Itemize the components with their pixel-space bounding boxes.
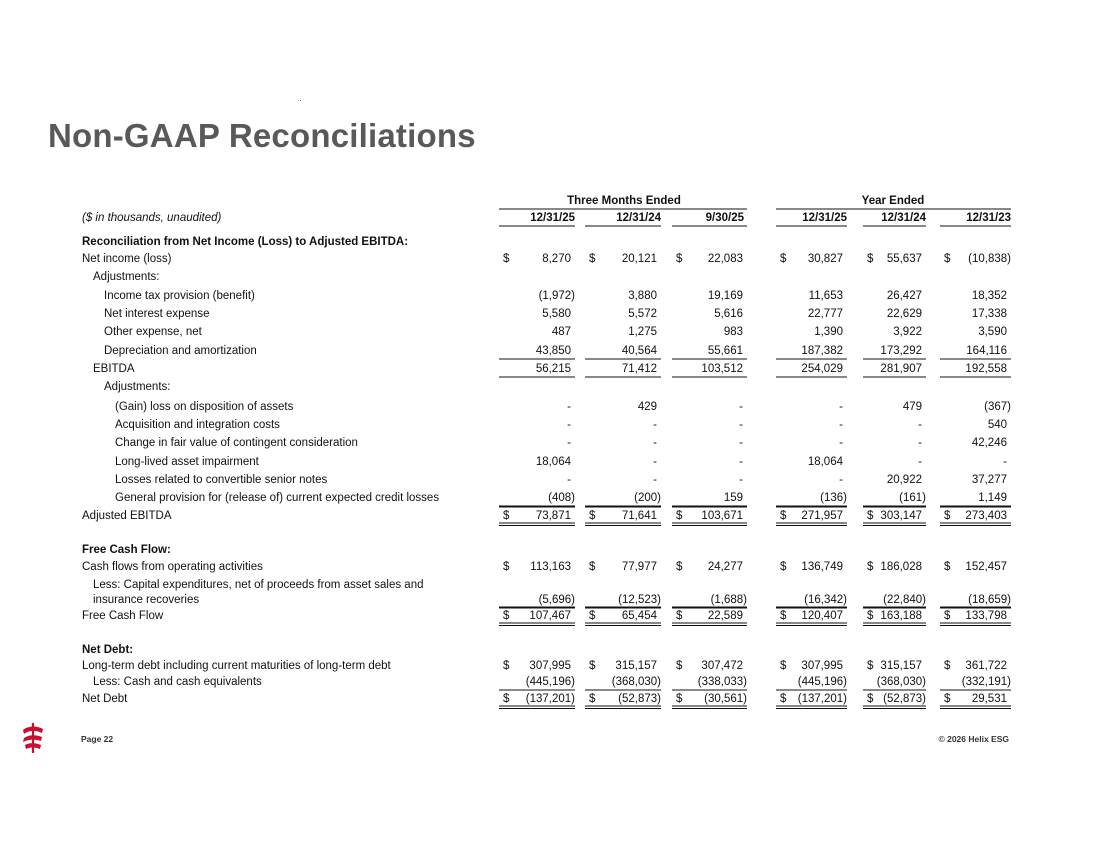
- row-value: (18,659): [968, 594, 1011, 606]
- row-value: -: [653, 456, 657, 468]
- row-label: Adjustments:: [104, 381, 171, 393]
- row-value: 55,637: [886, 253, 922, 265]
- row-value: 65,454: [621, 610, 657, 622]
- row-value: (12,523): [618, 594, 661, 606]
- row-value: 20,922: [886, 474, 922, 486]
- column-header-4: 12/31/24: [881, 212, 926, 224]
- row-value: (332,191): [961, 676, 1011, 688]
- row-value: 24,277: [707, 561, 743, 573]
- row-label: Free Cash Flow:: [82, 544, 171, 556]
- row-value: (22,840): [883, 594, 926, 606]
- currency-symbol: $: [503, 510, 510, 522]
- row-value: (1,972): [538, 290, 575, 302]
- currency-symbol: $: [503, 693, 510, 705]
- row-value: (408): [548, 492, 575, 504]
- row-value: (137,201): [525, 693, 575, 705]
- currency-symbol: $: [503, 253, 510, 265]
- row-value: 22,777: [807, 308, 843, 320]
- row-value: 17,338: [971, 308, 1007, 320]
- row-label: Less: Cash and cash equivalents: [93, 676, 262, 688]
- currency-symbol: $: [944, 561, 951, 573]
- row-value: -: [839, 401, 843, 413]
- column-header-5: 12/31/23: [966, 212, 1011, 224]
- row-label: General provision for (release of) current expected credit losses: [115, 492, 440, 504]
- row-value: 315,157: [880, 660, 922, 672]
- column-header-0: 12/31/25: [530, 212, 575, 224]
- column-header-2: 9/30/25: [705, 212, 744, 224]
- currency-symbol: $: [867, 510, 874, 522]
- row-value: 163,188: [880, 610, 922, 622]
- currency-symbol: $: [589, 693, 596, 705]
- row-value: 22,629: [886, 308, 922, 320]
- row-value: -: [567, 401, 571, 413]
- copyright-notice: © 2026 Helix ESG: [938, 734, 1009, 744]
- row-label: Depreciation and amortization: [104, 345, 257, 357]
- row-value: -: [918, 419, 922, 431]
- row-value: -: [839, 419, 843, 431]
- row-value: 56,215: [535, 363, 571, 375]
- row-label: Reconciliation from Net Income (Loss) to Adjusted EBITDA:: [82, 236, 409, 248]
- row-value: 37,277: [971, 474, 1007, 486]
- row-value: (200): [634, 492, 661, 504]
- row-value: -: [1003, 456, 1007, 468]
- currency-symbol: $: [867, 253, 874, 265]
- row-value: (30,561): [704, 693, 747, 705]
- row-value: 983: [723, 326, 743, 338]
- row-value: 361,722: [965, 660, 1007, 672]
- currency-symbol: $: [589, 253, 596, 265]
- row-value: 307,472: [701, 660, 743, 672]
- row-value: (161): [899, 492, 926, 504]
- header-year-ended: Year Ended: [861, 195, 925, 207]
- row-value: 40,564: [621, 345, 657, 357]
- row-label: Adjusted EBITDA: [82, 510, 172, 522]
- column-header-3: 12/31/25: [802, 212, 847, 224]
- currency-symbol: $: [780, 693, 787, 705]
- row-value: 3,590: [978, 326, 1007, 338]
- row-value: (10,838): [968, 253, 1011, 265]
- row-value: -: [567, 437, 571, 449]
- currency-symbol: $: [589, 510, 596, 522]
- row-value: 18,064: [535, 456, 571, 468]
- row-label: Acquisition and integration costs: [115, 419, 280, 431]
- row-label: Free Cash Flow: [82, 610, 164, 622]
- row-value: (338,033): [697, 676, 747, 688]
- row-value: -: [567, 419, 571, 431]
- row-value: 186,028: [880, 561, 922, 573]
- row-value: 113,163: [530, 561, 571, 573]
- row-value: (5,696): [538, 594, 575, 606]
- row-value: 159: [723, 492, 743, 504]
- row-label: Adjustments:: [93, 271, 160, 283]
- row-value: 19,169: [707, 290, 743, 302]
- row-value: -: [739, 474, 743, 486]
- currency-symbol: $: [944, 660, 951, 672]
- row-value: -: [653, 474, 657, 486]
- row-value: 271,957: [801, 510, 843, 522]
- currency-symbol: $: [780, 253, 787, 265]
- row-value: 5,616: [714, 308, 743, 320]
- row-value: 281,907: [880, 363, 922, 375]
- row-value: 120,407: [801, 610, 843, 622]
- row-value: -: [567, 474, 571, 486]
- row-value: 429: [637, 401, 657, 413]
- row-value: 303,147: [880, 510, 922, 522]
- row-value: 1,149: [978, 492, 1007, 504]
- row-value: 55,661: [707, 345, 743, 357]
- row-value: -: [653, 437, 657, 449]
- row-value: 8,270: [542, 253, 571, 265]
- row-value: 5,580: [542, 308, 571, 320]
- currency-symbol: $: [867, 693, 874, 705]
- row-value: (368,030): [611, 676, 661, 688]
- row-value: 307,995: [529, 660, 571, 672]
- row-value: 18,064: [807, 456, 843, 468]
- row-value: 20,121: [621, 253, 657, 265]
- row-label: Net income (loss): [82, 253, 172, 265]
- row-value: 22,083: [707, 253, 743, 265]
- row-value: 540: [987, 419, 1007, 431]
- currency-symbol: $: [503, 660, 510, 672]
- currency-symbol: $: [589, 660, 596, 672]
- row-label: Net Debt: [82, 693, 128, 705]
- currency-symbol: $: [676, 610, 683, 622]
- column-header-1: 12/31/24: [616, 212, 661, 224]
- row-label: Less: Capital expenditures, net of proceeds from asset sales and: [93, 579, 424, 591]
- currency-symbol: $: [867, 660, 874, 672]
- currency-symbol: $: [944, 253, 951, 265]
- row-value: 26,427: [886, 290, 922, 302]
- currency-symbol: $: [780, 510, 787, 522]
- row-value: 315,157: [615, 660, 657, 672]
- currency-symbol: $: [780, 660, 787, 672]
- row-label: Cash flows from operating activities: [82, 561, 263, 573]
- page-title: Non-GAAP Reconciliations: [48, 117, 476, 154]
- row-value: 187,382: [801, 345, 843, 357]
- row-value: 71,412: [621, 363, 657, 375]
- currency-symbol: $: [676, 693, 683, 705]
- currency-symbol: $: [589, 561, 596, 573]
- row-value: 29,531: [971, 693, 1007, 705]
- row-value: 42,246: [971, 437, 1007, 449]
- row-value: 103,671: [701, 510, 743, 522]
- row-label: Change in fair value of contingent consideration: [115, 437, 358, 449]
- row-value: 1,390: [814, 326, 843, 338]
- row-value: 1,275: [628, 326, 657, 338]
- row-label: insurance recoveries: [93, 594, 200, 606]
- row-value: 30,827: [807, 253, 843, 265]
- row-label: Other expense, net: [104, 326, 202, 338]
- units-note: ($ in thousands, unaudited): [82, 212, 222, 224]
- currency-symbol: $: [867, 561, 874, 573]
- row-value: (52,873): [883, 693, 926, 705]
- row-value: -: [839, 474, 843, 486]
- row-value: (1,688): [710, 594, 747, 606]
- company-logo-icon: [20, 722, 46, 754]
- currency-symbol: $: [676, 510, 683, 522]
- row-value: 273,403: [965, 510, 1007, 522]
- row-label: Long-term debt including current maturities of long-term debt: [82, 660, 391, 672]
- row-value: 479: [902, 401, 922, 413]
- row-value: (16,342): [804, 594, 847, 606]
- row-value: 77,977: [621, 561, 657, 573]
- row-value: (445,196): [797, 676, 847, 688]
- row-value: 173,292: [880, 345, 922, 357]
- currency-symbol: $: [503, 561, 510, 573]
- row-value: -: [739, 401, 743, 413]
- row-value: 11,653: [808, 290, 843, 302]
- row-value: (52,873): [618, 693, 661, 705]
- row-value: (368,030): [876, 676, 926, 688]
- row-value: 73,871: [535, 510, 571, 522]
- row-value: 22,589: [707, 610, 743, 622]
- row-value: 103,512: [701, 363, 743, 375]
- currency-symbol: $: [944, 610, 951, 622]
- row-value: 5,572: [628, 308, 657, 320]
- currency-symbol: $: [867, 610, 874, 622]
- header-three-months: Three Months Ended: [567, 195, 681, 207]
- row-value: 133,798: [965, 610, 1007, 622]
- row-value: 307,995: [801, 660, 843, 672]
- row-value: 43,850: [535, 345, 571, 357]
- currency-symbol: $: [780, 561, 787, 573]
- row-value: -: [918, 456, 922, 468]
- currency-symbol: $: [780, 610, 787, 622]
- currency-symbol: $: [944, 693, 951, 705]
- row-value: (136): [820, 492, 847, 504]
- row-value: 152,457: [965, 561, 1007, 573]
- currency-symbol: $: [676, 660, 683, 672]
- row-value: -: [739, 437, 743, 449]
- row-value: 164,116: [966, 345, 1007, 357]
- row-value: 107,467: [529, 610, 571, 622]
- row-value: 18,352: [971, 290, 1007, 302]
- row-value: (367): [984, 401, 1011, 413]
- row-value: (137,201): [797, 693, 847, 705]
- row-label: Net interest expense: [104, 308, 210, 320]
- row-value: (445,196): [525, 676, 575, 688]
- row-value: -: [839, 437, 843, 449]
- currency-symbol: $: [944, 510, 951, 522]
- row-label: EBITDA: [93, 363, 135, 375]
- row-value: -: [739, 419, 743, 431]
- row-label: (Gain) loss on disposition of assets: [115, 401, 294, 413]
- row-value: -: [653, 419, 657, 431]
- row-value: 487: [551, 326, 571, 338]
- row-value: 3,922: [893, 326, 922, 338]
- currency-symbol: $: [503, 610, 510, 622]
- row-value: 192,558: [965, 363, 1007, 375]
- row-label: Long-lived asset impairment: [115, 456, 259, 468]
- page-number: Page 22: [81, 734, 114, 744]
- row-value: -: [918, 437, 922, 449]
- currency-symbol: $: [676, 561, 683, 573]
- row-value: 136,749: [801, 561, 843, 573]
- row-value: -: [739, 456, 743, 468]
- row-label: Income tax provision (benefit): [104, 290, 255, 302]
- row-value: 3,880: [628, 290, 657, 302]
- currency-symbol: $: [676, 253, 683, 265]
- row-label: Losses related to convertible senior notes: [115, 474, 328, 486]
- currency-symbol: $: [589, 610, 596, 622]
- row-value: 254,029: [801, 363, 843, 375]
- row-label: Net Debt:: [82, 644, 134, 656]
- row-value: 71,641: [621, 510, 657, 522]
